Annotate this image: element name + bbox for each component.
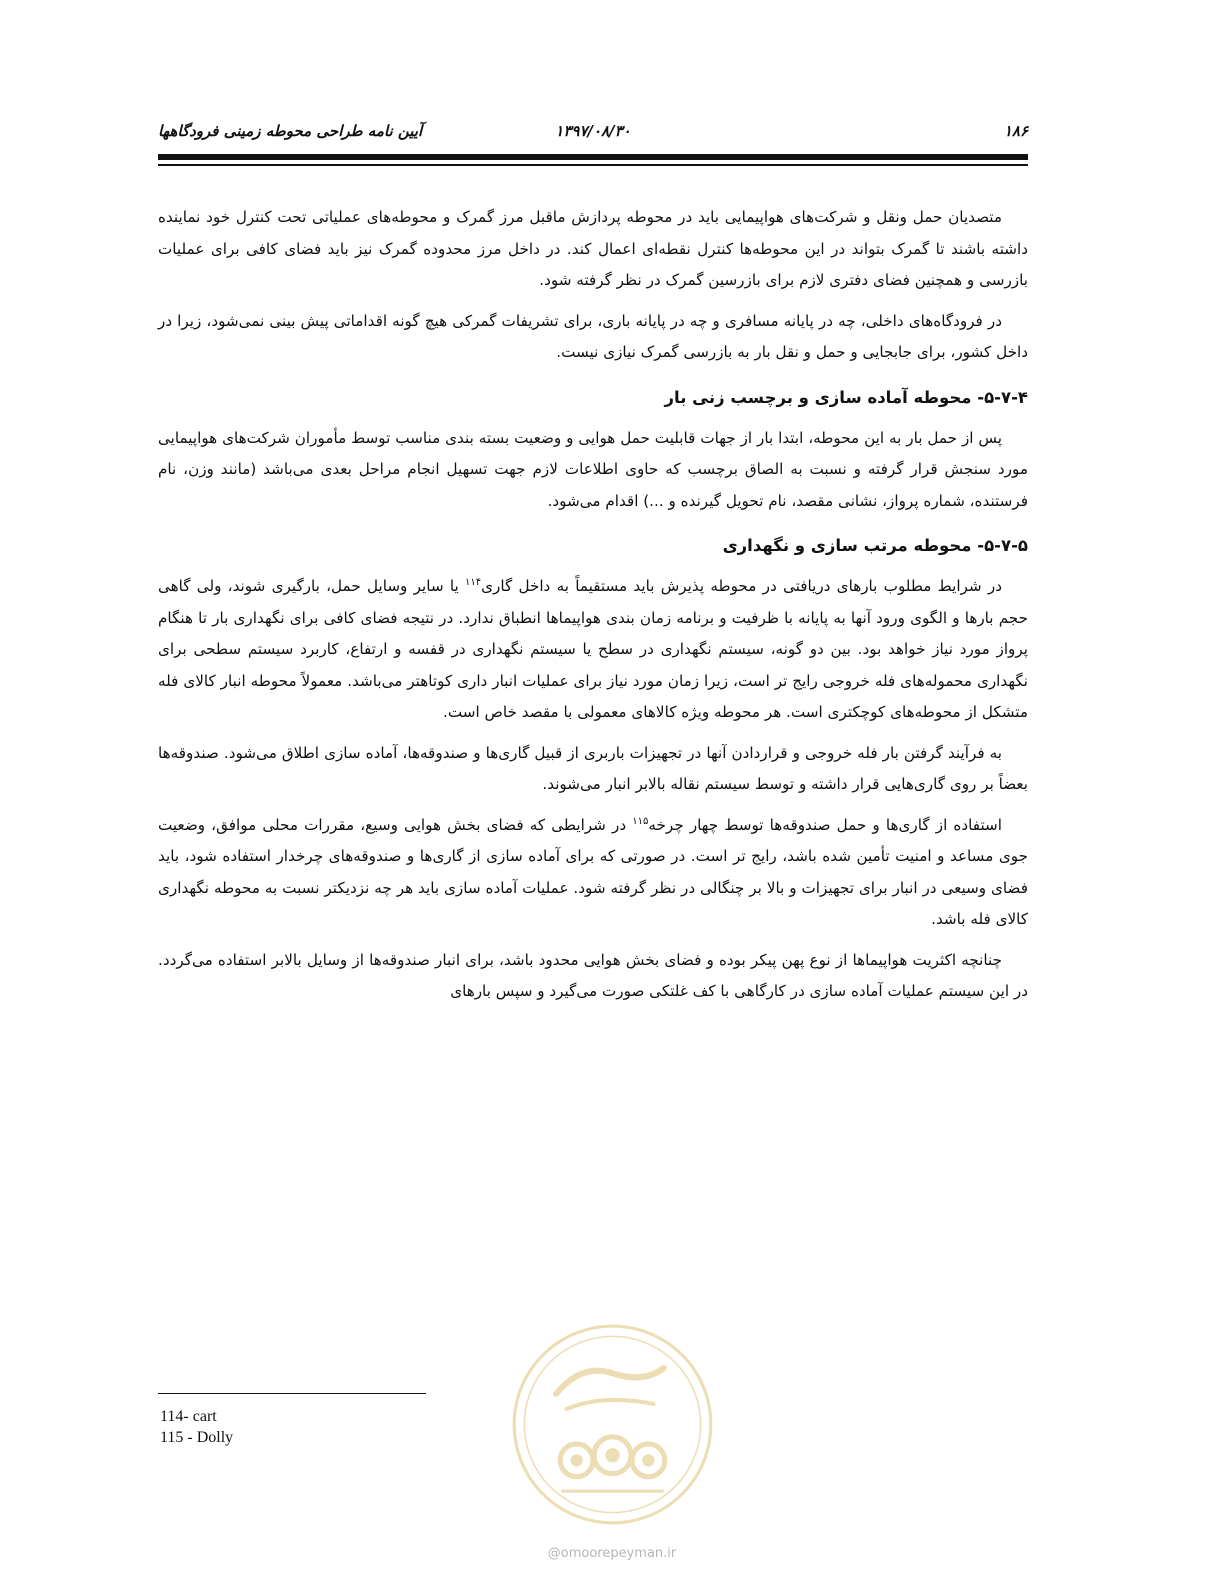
footnote: 115 - Dolly bbox=[160, 1429, 234, 1446]
paragraph: متصدیان حمل ونقل و شرکت‌های هواپیمایی باید در محوطه پردازش ماقبل مرز گمرک و محوطه‌های عملیاتی تحت کنترل خود نماینده داشته باشند تا گمرک بتواند در این محوطه‌ها کنترل نقطه‌ای اعمال کند. در داخل مرز محدوده گمرک نیز باید فضای کافی برای عملیات بازرسی و همچنین فضای دفتری لازم برای بازرسین گمرک در نظر گرفته شود. bbox=[158, 208, 1028, 289]
footnotes bbox=[160, 1406, 233, 1448]
paragraph-text: در شرایط مطلوب بارهای دریافتی در محوطه پذیرش باید مستقیماً به داخل گاری bbox=[481, 577, 1003, 595]
paragraph: چنانچه اکثریت هواپیماها از نوع پهن پیکر بوده و فضای بخش هوایی محدود باشد، برای انبار صندوقه‌ها از وسایل بالابر استفاده می‌گردد. در این سیستم عملیات آماده سازی در کارگاهی با کف غلتکی صورت می‌گیرد و سپس بارهای bbox=[158, 950, 1028, 1000]
paragraph: به فرآیند گرفتن بار فله خروجی و قراردادن آنها در تجهیزات باربری از قبیل گاری‌ها و صندوقه‌ها، آماده سازی اطلاق می‌شود. صندوقه‌ها بعضاً بر روی گاری‌هایی قرار داشته و توسط سیستم نقاله بالابر انبار می‌شوند. bbox=[158, 743, 1028, 793]
paragraph: پس از حمل بار به این محوطه، ابتدا بار از جهات قابلیت حمل هوایی و وضعیت بسته بندی مناسب توسط مأموران شرکت‌های هواپیمایی مورد سنجش قرار گرفته و نسبت به الصاق برچسب که حاوی اطلاعات لازم جهت تسهیل انجام مراحل بعدی می‌باشد (مانند وزن، نام فرستنده، شماره پرواز، نشانی مقصد، نام تحویل گیرنده و ...) اقدام می‌شود. bbox=[158, 428, 1028, 510]
page-number: ۱۸۶ bbox=[1003, 122, 1028, 140]
paragraph bbox=[158, 571, 1028, 729]
section-heading: ۵-۷-۴- محوطه آماده سازی و برچسب زنی بار bbox=[664, 387, 1028, 407]
header-title: آیین نامه طراحی محوطه زمینی فرودگاهها bbox=[158, 122, 423, 140]
footnote-ref[interactable]: ۱۱۴ bbox=[464, 576, 482, 588]
page-header bbox=[158, 118, 1028, 148]
paragraph-text: در شرایطی که فضای بخش هوایی وسیع، مقررات محلی موافق، وضعیت جوی مساعد و امنیت تأمین شده باشد، رایج تر است. در صورتی که برای آماده سازی از گاری‌ها و صندوقه‌های چرخدار استفاده شود، باید فضای وسیعی در انبار برای تجهیزات و بالا بر چنگالی در نظر گرفته شود. عملیات آماده سازی باید هر چه نزدیکتر نسبت به محوطه نگهداری کالای فله باشد. bbox=[158, 815, 1028, 928]
footnote-separator bbox=[158, 1393, 426, 1394]
watermark-logo-icon bbox=[510, 1322, 715, 1527]
header-rule-thin bbox=[158, 164, 1028, 166]
footnote-ref[interactable]: ۱۱۵ bbox=[632, 815, 649, 827]
paragraph: در فرودگاه‌های داخلی، چه در پایانه مسافری و چه در پایانه باری، برای تشریفات گمرکی هیچ گونه اقداماتی پیش بینی نمی‌شود، زیرا در داخل کشور، برای جابجایی و حمل و نقل بار به بازرسی گمرک نیازی نیست. bbox=[158, 311, 1028, 361]
body-text bbox=[158, 202, 1028, 1017]
paragraph-text: یا سایر وسایل حمل، بارگیری شوند، ولی گاهی حجم بارها و الگوی ورود آنها به پایانه با ظرفیت و برنامه زمان بندی هواپیماها انطباق ندارد. در نتیجه فضای کافی برای نگهداری بار تا هنگام پرواز مورد نیاز خواهد بود. بین دو گونه، سیستم نگهداری در سطح یا سیستم نگهداری در قفسه و ارتفاع، کاربرد سیستم سطحی برای نگهداری محموله‌های فله خروجی رایج تر است، زیرا زمان مورد نیاز برای عملیات انبار داری کوتاهتر می‌باشد. معمولاً محوطه انبار کالای فله متشکل از محوطه‌های کوچکتری است. هر محوطه ویژه کالاهای معمولی با مقصد خاص است. bbox=[158, 577, 1028, 721]
section-heading: ۵-۷-۵- محوطه مرتب سازی و نگهداری bbox=[722, 536, 1028, 555]
paragraph bbox=[158, 810, 1028, 936]
header-date: ۱۳۹۷/۰۸/۳۰ bbox=[555, 122, 631, 140]
watermark-url: @omoorepeyman.ir bbox=[547, 1546, 677, 1561]
footnote: 114- cart bbox=[160, 1408, 217, 1425]
header-rule-thick bbox=[158, 154, 1028, 160]
paragraph-text: استفاده از گاری‌ها و حمل صندوقه‌ها توسط چهار چرخه bbox=[648, 815, 1002, 834]
